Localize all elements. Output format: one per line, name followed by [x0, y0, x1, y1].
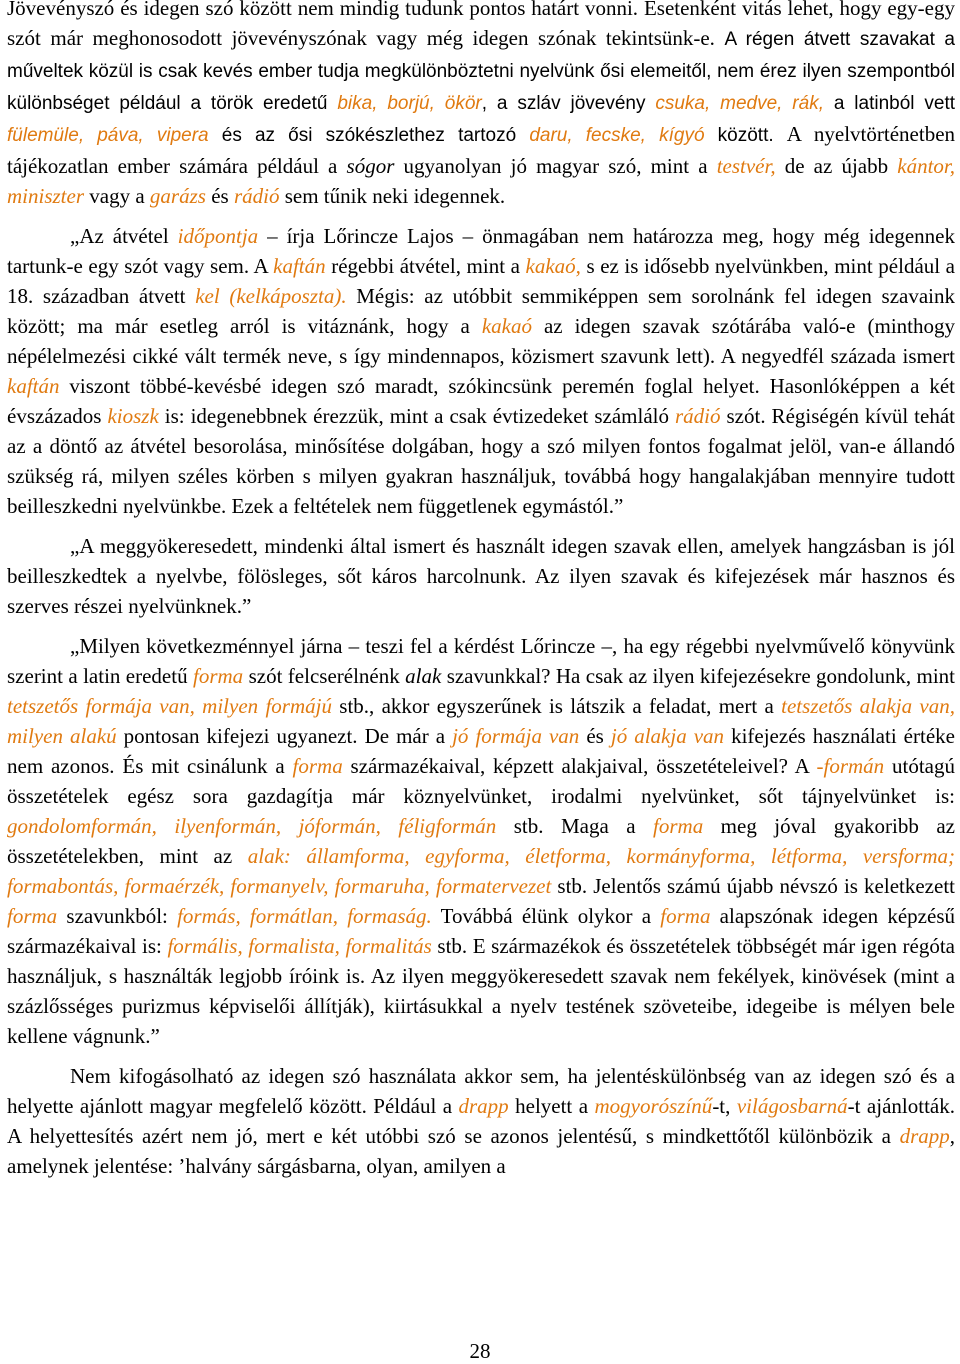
highlighted-term: kaftán	[7, 374, 60, 398]
text-run: viszont többé-kevésbé idegen szó maradt, szókincsünk peremén foglal helyet. Hasonlóképpen a két évszázados	[7, 374, 955, 428]
text-run: de az újabb	[775, 154, 898, 178]
text-run: stb. E származékok és összetételek többségét már igen régóta használjuk, s használták legjobb íróink is. Az ilyen meggyökeresedett szavak nem fekélyek, kinövések (mint a százlősséges purizmus képviselői állítják), kiirtásukkal a nyelv testének szöveteibe, idegeibe is mélyen bele kellene vágnunk.”	[7, 934, 955, 1048]
text-run: származékaival, képzett alakjaival, összetételeivel? A	[342, 754, 817, 778]
italic-term: alak	[405, 664, 442, 688]
highlighted-term: garázs	[149, 184, 206, 208]
highlighted-term: daru, fecske, kígyó	[529, 125, 705, 146]
highlighted-term: gondolomformán, ilyenformán, jóformán, féligformán	[7, 814, 497, 838]
text-run: ugyanolyan jó magyar szó, mint a	[394, 154, 717, 178]
text-run: és	[579, 724, 611, 748]
text-run: kifejezés használati értéke nem azonos. És mit csinálunk a	[7, 724, 955, 778]
body-text	[7, 0, 955, 1181]
highlighted-term: testvér,	[716, 154, 776, 178]
text-run: A nyelvtörténetben tájékozatlan ember számára például a	[7, 122, 956, 178]
highlighted-term: kioszk	[107, 404, 159, 428]
text-run: stb. Maga a	[496, 814, 654, 838]
text-run: szót felcserélnénk	[243, 664, 406, 688]
text-run: sem tűnik neki idegennek.	[279, 184, 506, 208]
text-run: -t,	[712, 1094, 737, 1118]
text-run: között.	[704, 125, 787, 146]
paragraph	[7, 631, 955, 1051]
paragraph	[7, 531, 955, 621]
highlighted-term: forma	[660, 904, 711, 928]
highlighted-term: mogyorószínű	[594, 1094, 713, 1118]
text-run: szavunkból:	[57, 904, 178, 928]
text-run: , amelynek jelentése: ’halvány sárgásbarna, olyan, amilyen a	[7, 1124, 955, 1178]
highlighted-term: kakaó	[481, 314, 532, 338]
text-run: s ez is idősebb nyelvünkben, mint például a 18. században átvett	[7, 254, 955, 308]
highlighted-term: forma	[653, 814, 704, 838]
text-run: „Milyen következménnyel járna – teszi fel a kérdést Lőrincze –, ha egy régebbi nyelvművelő könyvünk szerint a latin eredetű	[7, 634, 955, 688]
text-run: Mégis: az utóbbit semmiképpen sem sorolnánk fel idegen szavaink között; ma már esetleg arról is vitáznánk, hogy a	[7, 284, 955, 338]
highlighted-term: forma	[193, 664, 244, 688]
highlighted-term: forma	[292, 754, 343, 778]
text-run: régebbi átvétel, mint a	[325, 254, 526, 278]
paragraph	[7, 1061, 955, 1181]
highlighted-term: kántor, miniszter	[7, 154, 956, 208]
highlighted-term: kel (kelkáposzta).	[195, 284, 347, 308]
text-run: „Az átvétel	[70, 224, 178, 248]
text-run: – írja Lőrincze Lajos – önmagában nem határozza meg, hogy még idegennek tartunk-e egy szót vagy sem. A	[7, 224, 956, 278]
text-run: vagy a	[84, 184, 150, 208]
highlighted-term: jó alakja van	[610, 724, 725, 748]
text-run: szavunkkal? Ha csak az ilyen kifejezésekre gondolunk, mint	[441, 664, 956, 688]
highlighted-term: tetszetős formája van, milyen formájú	[7, 694, 332, 718]
highlighted-term: drapp	[899, 1124, 950, 1148]
highlighted-term: formális, formalista, formalitás	[167, 934, 432, 958]
text-run: az idegen szavak szótárába való-e (minthogy népélelmezési cikké vált termék neve, s így mindennapos, közismert szavunk lett). A negyedfél százada ismert	[7, 314, 955, 368]
paragraph	[7, 221, 955, 521]
highlighted-term: alak: államforma, egyforma, életforma, kormányforma, létforma, versforma; formabontás, formaérzék, formanyelv, formaruha, formatervezet	[7, 844, 956, 898]
highlighted-term: világosbarná	[736, 1094, 848, 1118]
text-run: is: idegenebbnek érezzük, mint a csak évtizedeket számláló	[158, 404, 675, 428]
highlighted-term: tetszetős alakja van, milyen alakú	[7, 694, 955, 748]
text-run: -t ajánlották. A helyettesítés azért nem jó, mert e két utóbbi szó se azonos jelentésű, s mindkettőtől különbözik a	[7, 1094, 955, 1148]
text-run: „A meggyökeresedett, mindenki által ismert és használt idegen szavak ellen, amelyek hangzásban is jól beilleszkedtek a nyelvbe, fölösleges, sőt káros harcolnunk. Az ilyen szavak és kifejezések már hasznos és szerves részei nyelvünknek.”	[7, 534, 955, 618]
page-number: 28	[469, 1339, 491, 1363]
highlighted-term: formás, formátlan, formaság.	[177, 904, 432, 928]
text-run: A régen átvett szavakat a műveltek közül is csak kevés ember tudja megkülönböztetni nyelvünk ősi elemeitől, nem érez ilyen szempontból különbséget például a török eredetű	[7, 29, 955, 114]
highlighted-term: bika, borjú, ökör	[337, 93, 482, 114]
highlighted-term: rádió	[675, 404, 721, 428]
highlighted-term: drapp	[458, 1094, 509, 1118]
text-run: stb. Jelentős számú újabb névszó is keletkezett	[551, 874, 955, 898]
paragraph	[7, 0, 955, 211]
text-run: és	[205, 184, 234, 208]
text-run: Továbbá élünk olykor a	[431, 904, 661, 928]
highlighted-term: fülemüle, páva, vipera	[7, 125, 209, 146]
highlighted-term: kakaó,	[525, 254, 581, 278]
text-run: a latinból vett	[823, 93, 955, 114]
text-run: meg jóval gyakoribb az összetételekben, mint az	[7, 814, 955, 868]
text-run: szót. Régiségén kívül tehát az a döntő az átvétel besorolása, minősítése dolgában, hogy a szó milyen fontos fogalmat jelöl, van-e állandó szükség rá, milyen széles körben s milyen gyakran használjuk, továbbá hogy hangalakjában mennyire tudott beilleszkedni nyelvünkbe. Ezek a feltételek nem függetlenek egymástól.”	[7, 404, 955, 518]
text-run: Jövevényszó és idegen szó között nem mindig tudunk pontos határt vonni. Esetenként vitás lehet, hogy egy-egy szót már meghonosodott jövevényszónak vagy még idegen szónak tekintsünk-e.	[7, 0, 955, 50]
highlighted-term: kaftán	[273, 254, 326, 278]
text-run: és az ősi szókészlethez tartozó	[208, 125, 530, 146]
highlighted-term: időpontja	[177, 224, 259, 248]
text-run: stb., akkor egyszerűnek is látszik a feladat, mert a	[331, 694, 782, 718]
highlighted-term: -formán	[816, 754, 885, 778]
highlighted-term: forma	[7, 904, 58, 928]
text-run: utótagú összetételek egész sora gazdagítja már köznyelvünket, irodalmi nyelvünket, sőt tájnyelvünket is:	[7, 754, 955, 808]
text-run: helyett a	[508, 1094, 595, 1118]
highlighted-term: csuka, medve, rák,	[655, 93, 824, 114]
text-run: , a szláv jövevény	[481, 93, 656, 114]
highlighted-term: jó formája van	[452, 724, 580, 748]
highlighted-term: rádió	[233, 184, 280, 208]
italic-term: sógor	[346, 154, 395, 178]
text-run: Nem kifogásolható az idegen szó használata akkor sem, ha jelentéskülönbség van az idegen szó és a helyette ajánlott magyar megfelelő között. Például a	[7, 1064, 955, 1118]
text-run: alapszónak idegen képzésű származékaival is:	[7, 904, 955, 958]
text-run: pontosan kifejezi ugyanezt. De már a	[116, 724, 453, 748]
